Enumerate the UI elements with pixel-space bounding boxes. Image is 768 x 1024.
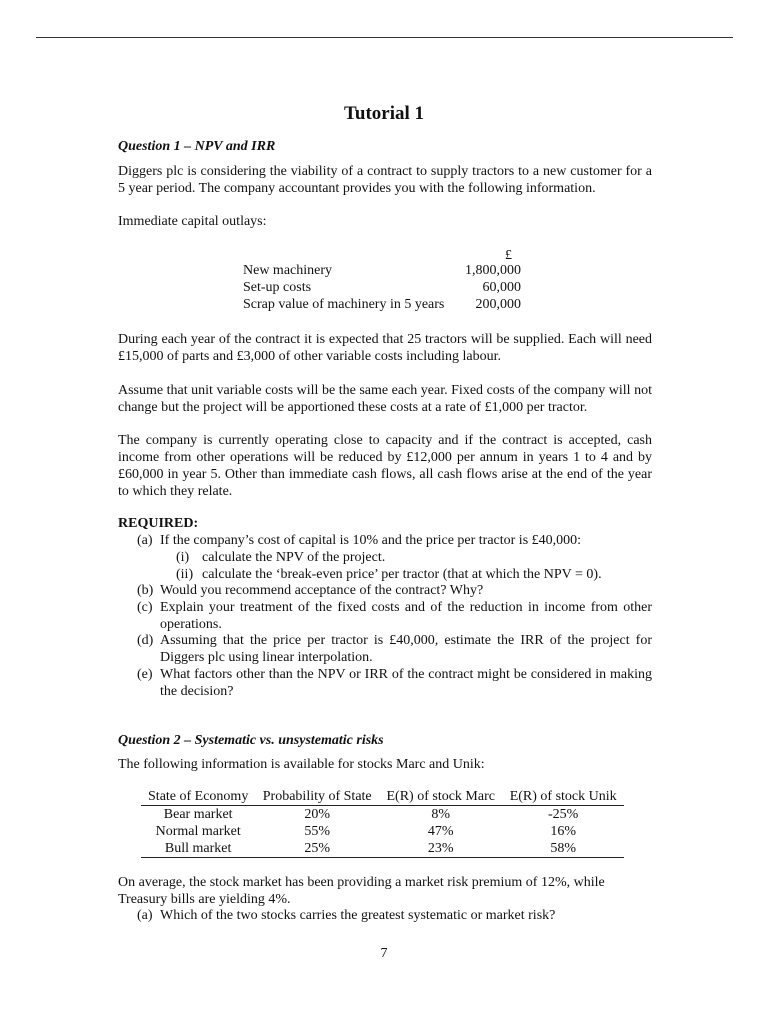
item-marker: (a)	[137, 533, 153, 548]
outlay-label: Set-up costs	[243, 280, 312, 295]
risk-table	[141, 789, 624, 858]
item-marker: (b)	[137, 583, 154, 598]
table-header-row	[141, 789, 624, 806]
table-cell: 58%	[502, 840, 624, 858]
required-label: REQUIRED:	[118, 516, 199, 531]
required-item-a-ii	[176, 566, 652, 583]
table-cell: 16%	[550, 823, 577, 839]
required-item-c	[137, 599, 652, 633]
paragraph-supply: During each year of the contract it is expected that 25 tractors will be supplied. Each will need £15,000 of parts and £3,000 of other variable costs including labour.	[118, 332, 652, 364]
question-2-heading: Question 2 – Systematic vs. unsystematic risks	[118, 733, 384, 748]
question-2-item-a	[137, 907, 652, 924]
paragraph-premium-line-1: On average, the stock market has been providing a market risk premium of 12%, while	[118, 875, 605, 890]
header-rule	[36, 37, 733, 38]
table-cell: 55%	[304, 823, 331, 839]
item-text: Would you recommend acceptance of the contract? Why?	[160, 583, 484, 598]
table-cell: 8%	[431, 806, 451, 822]
item-text: If the company’s cost of capital is 10% and the price per tractor is £40,000:	[160, 533, 582, 548]
item-text: calculate the ‘break-even price’ per tractor (that at which the NPV = 0).	[202, 567, 602, 582]
paragraph-premium-line-2: Treasury bills are yielding 4%.	[118, 892, 291, 907]
item-text: Assuming that the price per tractor is £40,000, estimate the IRR of the project for Diggers plc using linear interpolation.	[160, 633, 652, 665]
table-cell: Bear market	[163, 806, 233, 822]
table-cell: Normal market	[155, 823, 241, 839]
table-row	[141, 806, 624, 824]
outlay-row	[243, 263, 521, 280]
item-text: What factors other than the NPV or IRR of the contract might be considered in making the decision?	[160, 667, 652, 699]
item-marker: (e)	[137, 667, 153, 682]
item-text: Which of the two stocks carries the greatest systematic or market risk?	[160, 908, 556, 923]
table-header: E(R) of stock Marc	[379, 789, 502, 806]
item-marker: (ii)	[176, 567, 194, 582]
item-text: Explain your treatment of the fixed costs and of the reduction in income from other operations.	[160, 600, 652, 632]
outlay-row	[243, 297, 521, 314]
table-cell: 20%	[304, 806, 331, 822]
item-marker: (d)	[137, 633, 154, 648]
item-marker: (c)	[137, 600, 153, 615]
required-item-e	[137, 666, 652, 700]
required-item-b	[137, 582, 652, 599]
table-cell: 47%	[427, 823, 454, 839]
outlays-label: Immediate capital outlays:	[118, 214, 267, 229]
page-number: 7	[380, 946, 388, 961]
question-1-heading: Question 1 – NPV and IRR	[118, 139, 276, 154]
table-header: State of Economy	[141, 789, 255, 806]
page-title: Tutorial 1	[343, 103, 425, 124]
outlay-value: 60,000	[482, 280, 521, 295]
table-row	[141, 823, 624, 840]
table-cell: Bull market	[141, 840, 255, 858]
required-item-d	[137, 632, 652, 666]
outlay-label: New machinery	[243, 263, 333, 278]
outlay-value: 1,800,000	[465, 263, 521, 278]
outlay-row	[243, 280, 521, 297]
item-text: calculate the NPV of the project.	[202, 550, 386, 565]
question-1-intro: Diggers plc is considering the viability of a contract to supply tractors to a new customer for a 5 year period. The company accountant provides you with the following information.	[118, 164, 652, 196]
table-row	[141, 840, 624, 858]
currency-header: £	[505, 248, 512, 263]
required-item-a-i	[176, 549, 652, 566]
outlay-label: Scrap value of machinery in 5 years	[243, 297, 445, 312]
paragraph-capacity: The company is currently operating close to capacity and if the contract is accepted, cash income from other operations will be reduced by £12,000 per annum in years 1 to 4 and by £60,000 in year 5. Other than immediate cash flows, all cash flows arise at the end of the year to which they relate.	[118, 433, 652, 499]
question-2-intro: The following information is available for stocks Marc and Unik:	[118, 757, 485, 772]
table-header: Probability of State	[255, 789, 379, 806]
table-header: E(R) of stock Unik	[502, 789, 624, 806]
outlay-value: 200,000	[475, 297, 521, 312]
item-marker: (a)	[137, 908, 153, 923]
table-cell: -25%	[548, 806, 579, 822]
table-cell: 23%	[379, 840, 502, 858]
item-marker: (i)	[176, 550, 190, 565]
paragraph-costs: Assume that unit variable costs will be the same each year. Fixed costs of the company will not change but the project will be apportioned these costs at a rate of £1,000 per tractor.	[118, 383, 652, 415]
table-cell: 25%	[255, 840, 379, 858]
required-item-a	[137, 532, 652, 549]
